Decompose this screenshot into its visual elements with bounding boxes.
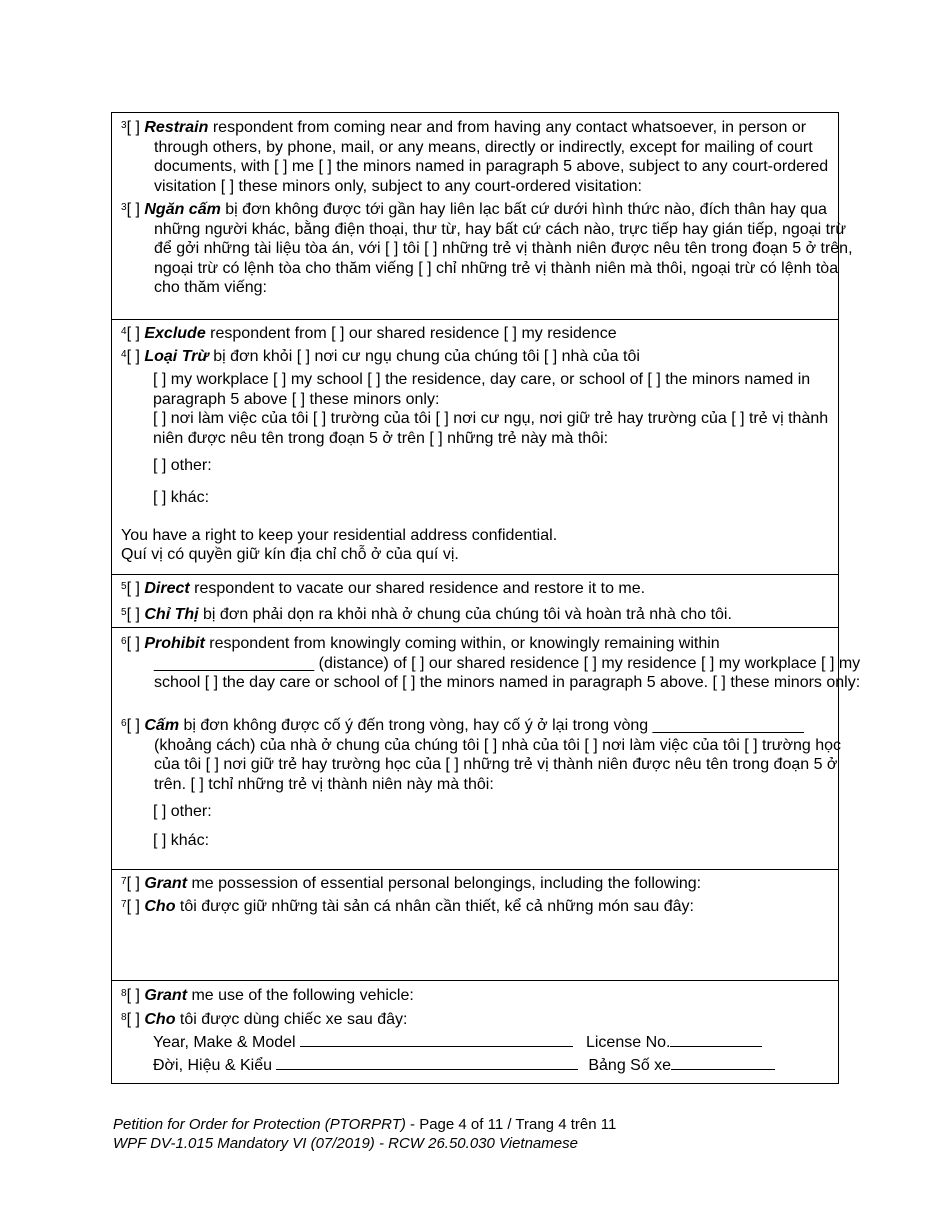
section-4 bbox=[112, 320, 838, 575]
checkbox[interactable]: [ ] bbox=[126, 580, 140, 597]
ymm-label: Year, Make & Model bbox=[153, 1034, 296, 1051]
distance-blank[interactable]: _________________ bbox=[652, 717, 804, 734]
item-5-vi bbox=[121, 605, 864, 625]
keyword: Direct bbox=[144, 580, 190, 597]
keyword: Ngăn cấm bbox=[144, 201, 221, 218]
item-8-vi bbox=[121, 1010, 864, 1030]
item-6-vi bbox=[121, 716, 864, 794]
checkbox[interactable]: [ ] bbox=[126, 606, 140, 623]
checkbox[interactable]: [ ] bbox=[126, 875, 140, 892]
form-id: WPF DV-1.015 Mandatory VI (07/2019) - RCW 26.50.030 Vietnamese bbox=[113, 1135, 578, 1152]
keyword: Exclude bbox=[144, 325, 206, 342]
item-number: 6 bbox=[121, 636, 127, 647]
item-text: respondent from [ ] our shared residence [ ] my residence bbox=[205, 325, 617, 342]
item-4-sub-en: [ ] my workplace [ ] my school [ ] the residence, day care, or school of [ ] the minors named in paragraph 5 above [ ] these minors only: bbox=[153, 371, 811, 408]
section-6 bbox=[112, 628, 861, 870]
item-text: bị đơn không được tới gần hay liên lạc bất cứ dưới hình thức nào, đích thân hay qua những người khác, bằng điện thoại, thư từ, hay bất cứ cách nào, trực tiếp hay gián tiếp, ngoại trừ để gởi những tài liệu tòa án, với [ ] tôi [ ] những trẻ vị thành niên được nêu tên trong đoạn 5 ở trên, ngoại trừ có lệnh tòa cho thăm viếng [ ] chỉ những trẻ vị thành niên mà thôi, ngoại trừ có lệnh tòa cho thăm viếng: bbox=[154, 201, 853, 296]
vehicle-row-vi bbox=[153, 1055, 833, 1076]
keyword: Cho bbox=[144, 1011, 176, 1028]
item-number: 6 bbox=[121, 718, 127, 729]
section-8 bbox=[112, 981, 838, 1083]
item-7-en bbox=[121, 874, 864, 894]
form-table bbox=[111, 112, 861, 1084]
other-vi[interactable]: [ ] khác: bbox=[153, 832, 210, 849]
ymm-field[interactable] bbox=[300, 1032, 573, 1047]
checkbox[interactable]: [ ] bbox=[126, 717, 140, 734]
checkbox[interactable]: [ ] bbox=[126, 348, 140, 365]
confidential-vi: Quí vị có quyền giữ kín địa chỉ chỗ ở của quí vị. bbox=[121, 546, 459, 563]
ymm-label: Đời, Hiệu & Kiểu bbox=[153, 1057, 272, 1074]
item-number: 8 bbox=[121, 988, 127, 999]
keyword: Prohibit bbox=[144, 635, 205, 652]
item-text: bị đơn khỏi [ ] nơi cư ngụ chung của chúng tôi [ ] nhà của tôi bbox=[208, 348, 640, 365]
item-text: me possession of essential personal belongings, including the following: bbox=[187, 875, 702, 892]
item-number: 7 bbox=[121, 876, 127, 887]
item-5-en bbox=[121, 579, 864, 599]
item-text: bị đơn không được cố ý đến trong vòng, hay cố ý ở lại trong vòng bbox=[179, 717, 649, 734]
other-en[interactable]: [ ] other: bbox=[153, 457, 212, 474]
keyword: Cấm bbox=[144, 717, 180, 734]
checkbox[interactable]: [ ] bbox=[126, 987, 140, 1004]
item-4-sub-vi: [ ] nơi làm việc của tôi [ ] trường của tôi [ ] nơi cư ngụ, nơi giữ trẻ hay trường của [ ] trẻ vị thành niên được nêu tên trong đoạn 5 ở trên [ ] những trẻ này mà thôi: bbox=[153, 410, 829, 447]
ymm-field[interactable] bbox=[276, 1055, 578, 1070]
keyword: Grant bbox=[144, 875, 188, 892]
distance-blank[interactable]: __________________ bbox=[154, 654, 315, 672]
keyword: Restrain bbox=[144, 119, 209, 136]
item-number: 7 bbox=[121, 899, 127, 910]
item-text: me use of the following vehicle: bbox=[187, 987, 414, 1004]
item-4-vi bbox=[121, 347, 864, 367]
item-number: 5 bbox=[121, 607, 127, 618]
item-4-en bbox=[121, 324, 864, 344]
section-3 bbox=[112, 113, 853, 320]
license-field[interactable] bbox=[670, 1032, 762, 1047]
checkbox[interactable]: [ ] bbox=[126, 119, 140, 136]
item-3-vi bbox=[121, 200, 864, 298]
keyword: Loại Trừ bbox=[144, 348, 209, 365]
keyword: Grant bbox=[144, 987, 188, 1004]
item-text: tôi được giữ những tài sản cá nhân cần thiết, kể cả những món sau đây: bbox=[175, 898, 694, 915]
page-info: - Page 4 of 11 / Trang 4 trên 11 bbox=[405, 1116, 617, 1133]
checkbox[interactable]: [ ] bbox=[126, 635, 140, 652]
item-8-en bbox=[121, 986, 864, 1006]
item-7-vi bbox=[121, 897, 864, 917]
item-text: (khoảng cách) của nhà ở chung của chúng tôi [ ] nhà của tôi [ ] nơi làm việc của tôi [ ] trường học của tôi [ ] nơi giữ trẻ hay trường học của [ ] những trẻ vị thành niên được nêu tên trong đoạn 5 ở trên. [ ] tchỉ những trẻ vị thành niên này mà thôi: bbox=[154, 736, 842, 793]
item-number: 3 bbox=[121, 202, 127, 213]
checkbox[interactable]: [ ] bbox=[126, 1011, 140, 1028]
item-number: 5 bbox=[121, 581, 127, 592]
item-text: bị đơn phải dọn ra khỏi nhà ở chung của chúng tôi và hoàn trả nhà cho tôi. bbox=[198, 606, 732, 623]
license-label: License No. bbox=[585, 1034, 671, 1051]
item-number: 3 bbox=[121, 120, 127, 131]
other-en[interactable]: [ ] other: bbox=[153, 803, 212, 820]
item-3-en bbox=[121, 118, 864, 196]
item-number: 8 bbox=[121, 1012, 127, 1023]
section-7 bbox=[112, 870, 838, 981]
item-number: 4 bbox=[121, 349, 127, 360]
checkbox[interactable]: [ ] bbox=[126, 201, 140, 218]
confidential-en: You have a right to keep your residential address confidential. bbox=[121, 527, 558, 544]
keyword: Cho bbox=[144, 898, 176, 915]
form-title: Petition for Order for Protection (PTORPRT) bbox=[113, 1116, 406, 1133]
page-footer bbox=[113, 1115, 616, 1153]
checkbox[interactable]: [ ] bbox=[126, 898, 140, 915]
license-field[interactable] bbox=[671, 1055, 775, 1070]
keyword: Chỉ Thị bbox=[144, 606, 199, 623]
item-text: tôi được dùng chiếc xe sau đây: bbox=[175, 1011, 408, 1028]
checkbox[interactable]: [ ] bbox=[126, 325, 140, 342]
footer-line-1 bbox=[113, 1115, 616, 1134]
item-6-en bbox=[121, 634, 864, 693]
other-vi[interactable]: [ ] khác: bbox=[153, 489, 210, 506]
vehicle-row-en bbox=[153, 1032, 833, 1053]
license-label: Bảng Số xe bbox=[588, 1057, 672, 1074]
section-5 bbox=[112, 575, 838, 628]
item-text: (distance) of [ ] our shared residence [ ] my residence [ ] my workplace [ ] my school [ ] the day care or school of [ ] the minors named in paragraph 5 above. [ ] these minors only: bbox=[154, 654, 861, 691]
item-text: respondent to vacate our shared residence and restore it to me. bbox=[189, 580, 646, 597]
item-text: respondent from coming near and from having any contact whatsoever, in person or through others, by phone, mail, or any means, directly or indirectly, except for mailing of court documents, with [ ] me [ ] the minors named in paragraph 5 above, subject to any court-ordered visitation [ ] these minors only, subject to any court-ordered visitation: bbox=[154, 119, 829, 195]
item-text: respondent from knowingly coming within, or knowingly remaining within bbox=[204, 635, 720, 652]
item-number: 4 bbox=[121, 326, 127, 337]
